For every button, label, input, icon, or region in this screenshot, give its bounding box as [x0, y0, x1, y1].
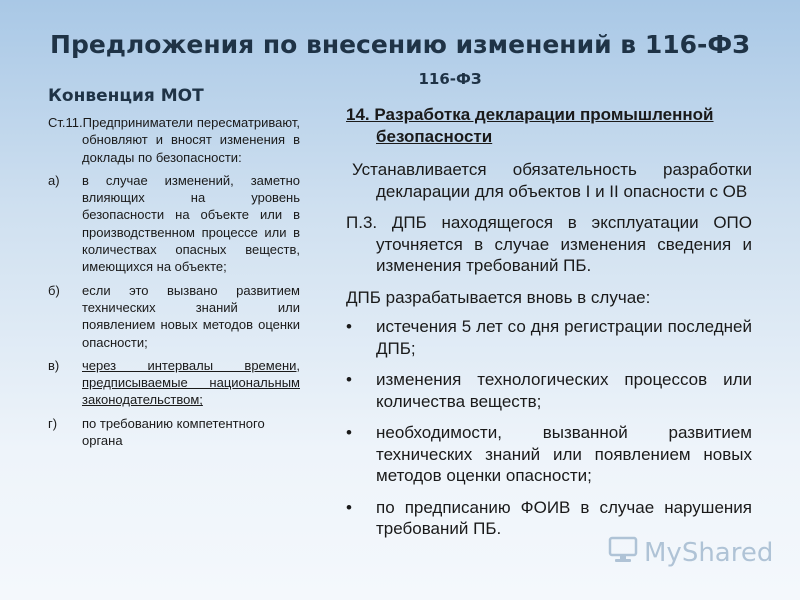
right-paragraph-3: ДПБ разрабатывается вновь в случае: — [346, 287, 651, 307]
right-paragraph-2: П.3. ДПБ находящегося в эксплуатации ОПО уточняется в случае изменения сведения и изменения требований ПБ. — [346, 213, 752, 275]
list-item — [346, 497, 752, 540]
right-paragraph-1: Устанавливается обязательность разработки декларации для объектов I и II опасности с ОВ — [352, 160, 752, 201]
list-item — [346, 316, 752, 359]
monitor-icon — [608, 536, 638, 569]
bullet-icon: • — [346, 423, 352, 442]
left-heading: Конвенция МОТ — [48, 86, 204, 106]
list-item-text: истечения 5 лет со дня регистрации последней ДПБ; — [376, 317, 752, 358]
left-intro: Ст.11.Предприниматели пересматривают, обновляют и вносят изменения в доклады по безопасности: — [48, 115, 300, 165]
right-heading: 14. Разработка декларации промышленной безопасности — [346, 105, 714, 146]
left-item-d — [48, 415, 300, 450]
left-item-text: по требованию компетентного органа — [82, 415, 265, 449]
slide-subtitle: 116-ФЗ — [418, 70, 482, 88]
list-item-text: изменения технологических процессов или количества веществ; — [376, 370, 752, 411]
left-item-text: через интервалы времени, предписываемые национальным законодательством; — [82, 357, 300, 408]
watermark-text: MyShared — [644, 537, 774, 568]
left-item-c — [48, 357, 300, 409]
left-item-text: если это вызвано развитием технических знаний или появлением новых методов оценки опасности; — [82, 282, 300, 350]
left-item-label: б) — [48, 282, 60, 298]
list-item-text: необходимости, вызванной развитием технических знаний или появлением новых методов оценки опасности; — [376, 423, 752, 485]
left-item-b — [48, 282, 300, 351]
bullet-icon: • — [346, 317, 352, 336]
watermark-logo — [608, 536, 773, 569]
left-item-text: в случае изменений, заметно влияющих на уровень безопасности на объекте или в производственном процессе или в количествах опасных веществ, имеющихся на объекте; — [82, 172, 300, 275]
left-item-label: а) — [48, 172, 60, 188]
left-item-a — [48, 172, 300, 276]
list-item — [346, 422, 752, 487]
list-item-text: по предписанию ФОИВ в случае нарушения требований ПБ. — [376, 497, 752, 538]
left-item-label: г) — [48, 415, 58, 431]
left-item-label: в) — [48, 357, 60, 373]
bullet-icon: • — [346, 497, 352, 517]
left-column — [48, 114, 300, 455]
bullet-icon: • — [346, 370, 352, 389]
list-item — [346, 369, 752, 412]
slide-title: Предложения по внесению изменений в 116-ФЗ — [50, 30, 750, 59]
right-bullet-list — [346, 316, 752, 540]
right-column — [346, 104, 752, 550]
